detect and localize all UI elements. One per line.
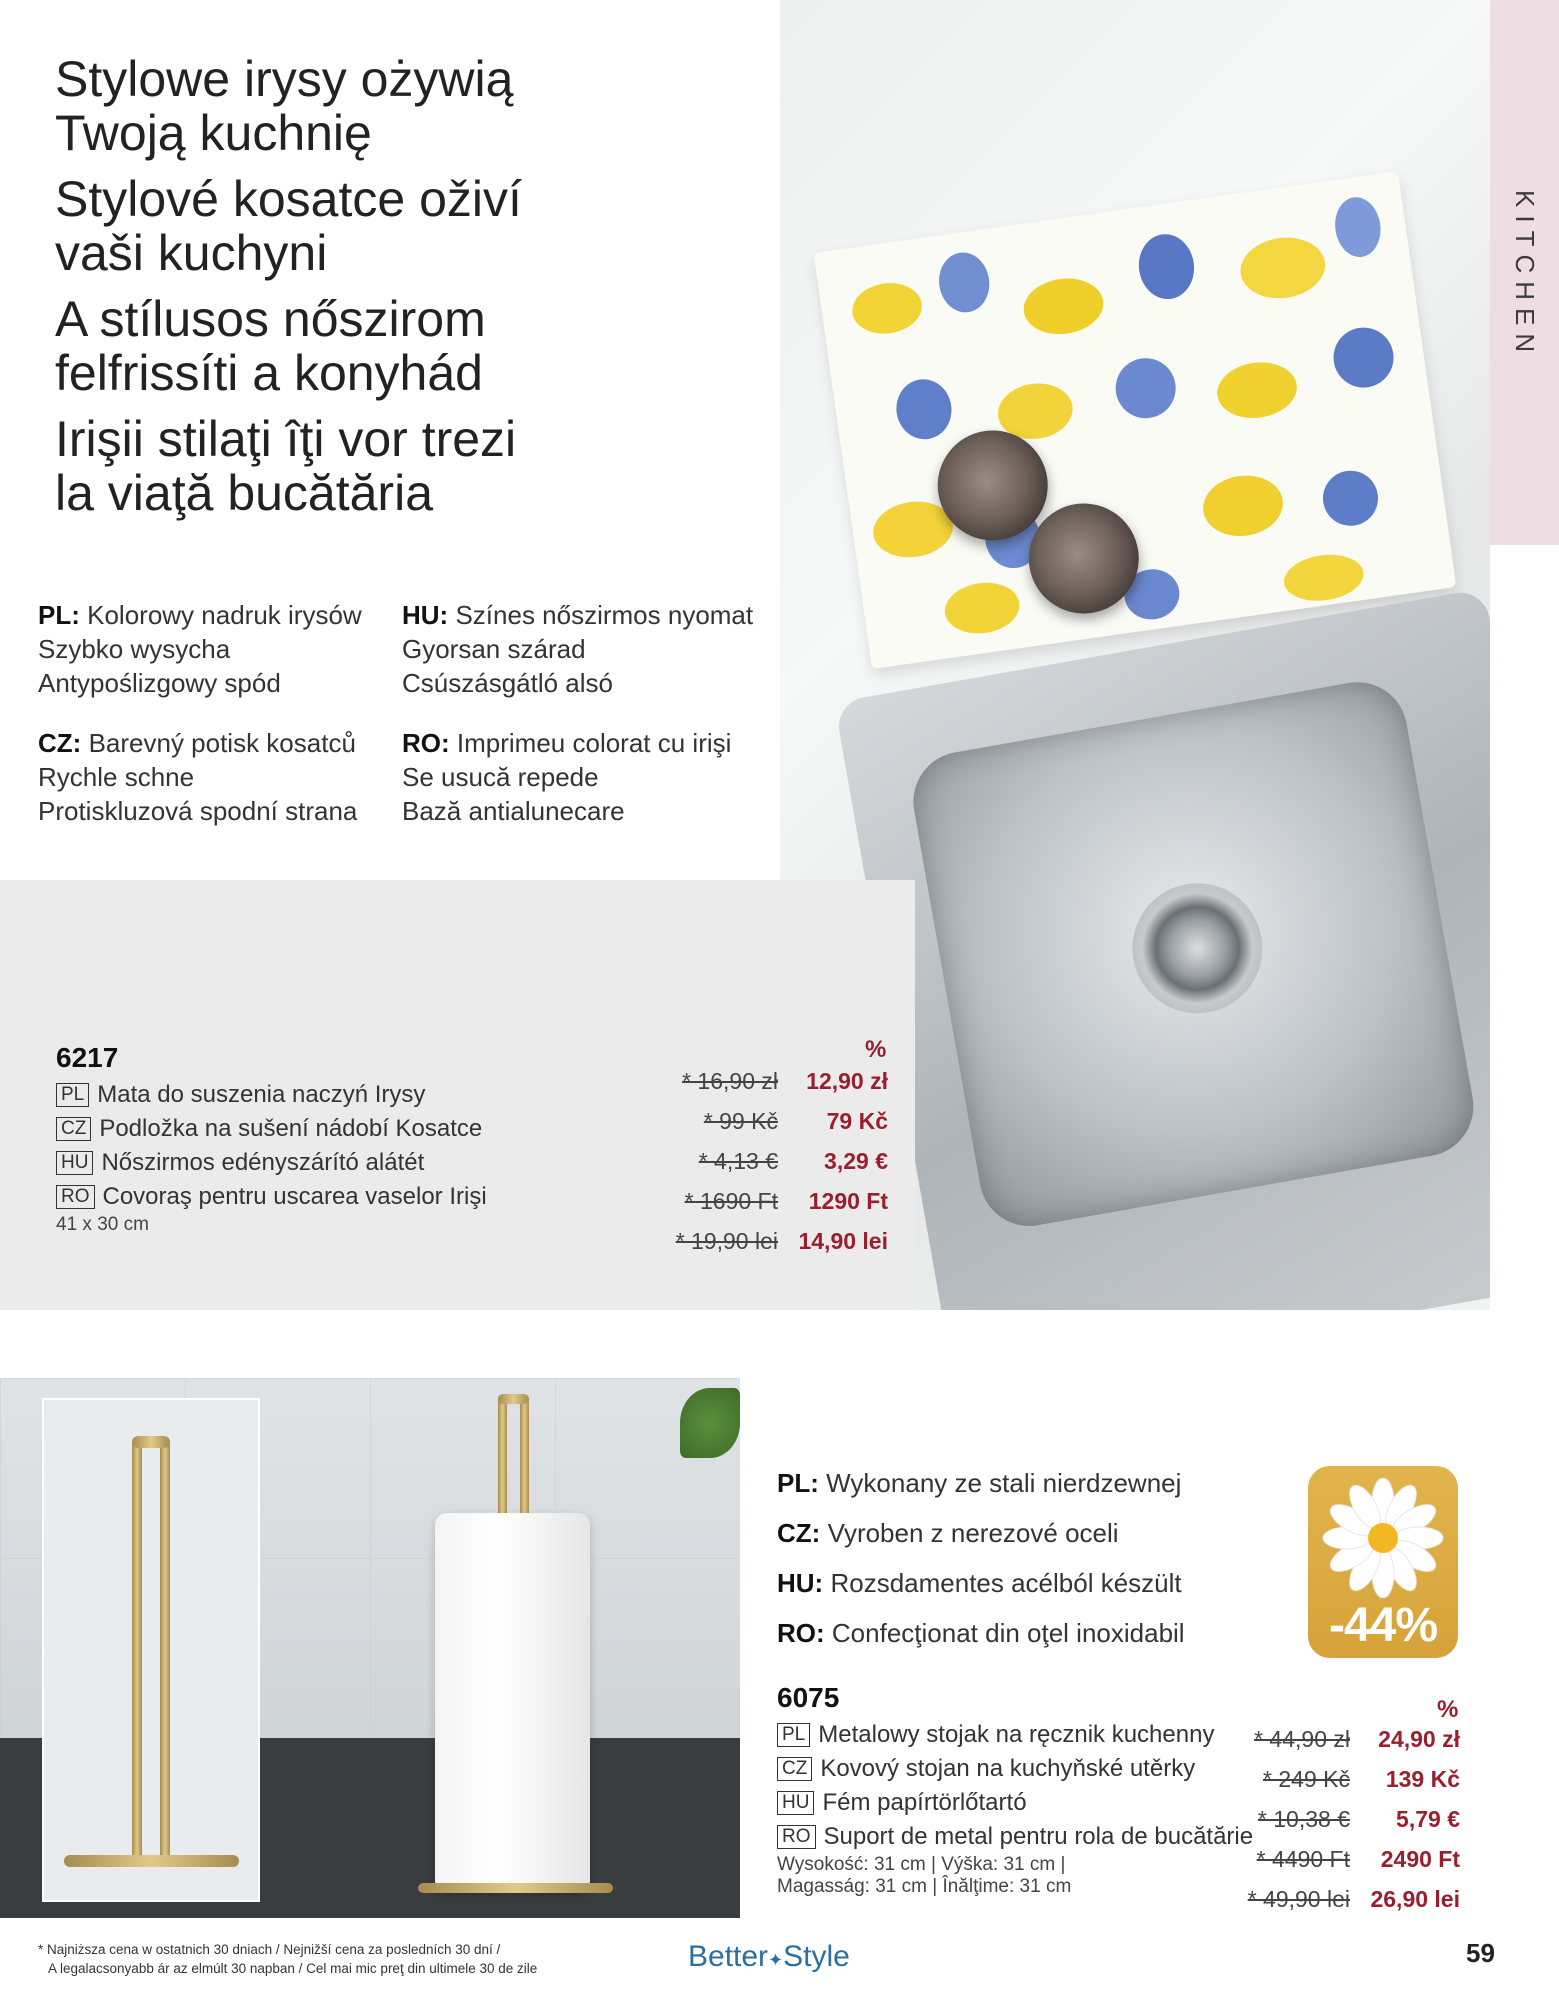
feature-list-2 (777, 1458, 1185, 1658)
product-name-ro: RO Covoraş pentru uscarea vaselor Irişi (56, 1180, 487, 1214)
price-list: * 44,90 zł 24,90 zł * 249 Kč 139 Kč * 10,38 € 5,79 € * 4490 Ft 2490 Ft * 49,90 lei 26,90 lei (1247, 1726, 1460, 1912)
percent-label: % (865, 1036, 887, 1063)
product-dimensions-2: Magasság: 31 cm | Înălţime: 31 cm (777, 1876, 1072, 1897)
feature-cz: CZ: Vyroben z nerezové oceli (777, 1518, 1119, 1548)
holder-inset-image (42, 1398, 260, 1902)
product-names (777, 1718, 1253, 1898)
plant-image (680, 1388, 740, 1458)
feature-pl: PL: Wykonany ze stali nierdzewnej (777, 1468, 1182, 1498)
feature-hu: HU: Rozsdamentes acélból készült (777, 1568, 1182, 1598)
drain-icon (1122, 873, 1273, 1024)
headline-ro: Irişii stilaţi îţi vor trezi la viaţă bucătăria (55, 411, 517, 521)
headline (55, 52, 755, 532)
price-list: * 16,90 zł 12,90 zł * 99 Kč 79 Kč * 4,13 € 3,29 € * 1690 Ft 1290 Ft * 19,90 lei 14,90 lei (675, 1068, 888, 1254)
product-name-cz: CZ Kovový stojan na kuchyňské utěrky (777, 1752, 1253, 1786)
paper-roll-image (435, 1513, 590, 1893)
product-name-hu: HU Fém papírtörlőtartó (777, 1786, 1253, 1820)
drying-mat-image (814, 171, 1457, 669)
discount-value: -44% (1328, 1599, 1438, 1652)
product-name-hu: HU Nőszirmos edényszárító alátét (56, 1146, 487, 1180)
sink-image (834, 588, 1490, 1310)
product-code: 6075 (777, 1682, 840, 1713)
product-dimensions-1: Wysokość: 31 cm | Výška: 31 cm | (777, 1854, 1066, 1875)
feature-block-pl: PL: Kolorowy nadruk irysów Szybko wysycha Antypoślizgowy spód (38, 600, 362, 698)
brand-logo: Better✦Style (688, 1940, 850, 1973)
feature-ro: RO: Confecţionat din oţel inoxidabil (777, 1618, 1185, 1648)
product-size: 41 x 30 cm (56, 1214, 149, 1235)
headline-pl: Stylowe irysy ożywią Twoją kuchnię (55, 51, 514, 161)
product-name-pl: PL Mata do suszenia naczyń Irysy (56, 1078, 487, 1112)
product-code: 6217 (56, 1042, 119, 1073)
page-number: 59 (1466, 1938, 1495, 1968)
product-names (56, 1078, 487, 1236)
feature-block-ro: RO: Imprimeu colorat cu irişi Se usucă repede Bază antialunecare (402, 728, 732, 826)
footnote: * Najniższa cena w ostatnich 30 dniach / Nejnižší cena za posledních 30 dní / A legalacsonyabb ár az elmúlt 30 napban / Cel mai mic preţ din ultimele 30 de zile (38, 1942, 538, 1976)
discount-badge (1308, 1466, 1458, 1658)
star-icon: ✦ (768, 1950, 784, 1970)
section-tab: KITCHEN (1490, 0, 1559, 545)
daisy-icon (1318, 1478, 1448, 1598)
percent-label: % (1437, 1696, 1459, 1723)
product-name-pl: PL Metalowy stojak na ręcznik kuchenny (777, 1718, 1253, 1752)
product-photo-paper-towel-holder (0, 1378, 740, 1918)
feature-block-hu: HU: Színes nőszirmos nyomat Gyorsan szárad Csúszásgátló alsó (402, 600, 754, 698)
product-name-ro: RO Suport de metal pentru rola de bucătărie (777, 1820, 1253, 1854)
headline-hu: A stílusos nőszirom felfrissíti a konyhád (55, 291, 486, 401)
product-name-cz: CZ Podložka na sušení nádobí Kosatce (56, 1112, 487, 1146)
headline-cz: Stylové kosatce oživí vaši kuchyni (55, 171, 522, 281)
feature-block-cz: CZ: Barevný potisk kosatců Rychle schne Protiskluzová spodní strana (38, 728, 358, 826)
